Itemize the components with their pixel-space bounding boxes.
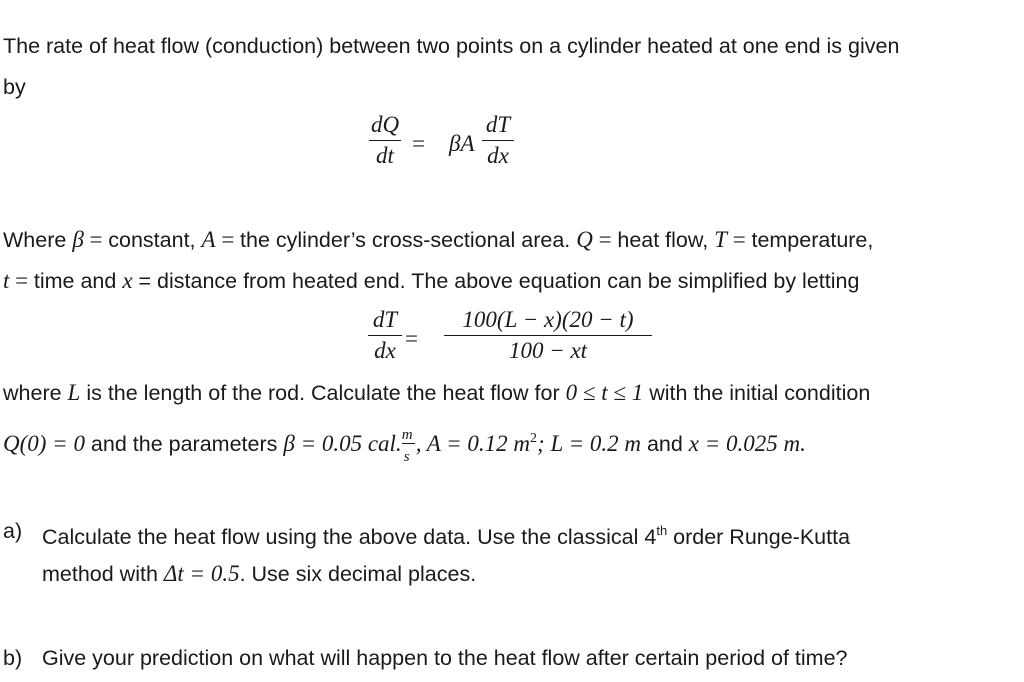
initial-condition-text: with the initial condition <box>643 381 871 405</box>
condition-line-1 <box>3 380 870 406</box>
definitions-line-1 <box>3 227 873 253</box>
where-text: Where <box>3 228 73 252</box>
ordinal-suffix: th <box>656 523 668 538</box>
t-upper-symbol: T <box>714 227 727 252</box>
question-b-text: Give your prediction on what will happen to the heat flow after certain period of time? <box>42 646 848 670</box>
eq2-rhs-bar <box>444 335 652 336</box>
question-a-text: Calculate the heat flow using the above data. Use the classical 4 <box>42 525 657 549</box>
and-text: and <box>640 432 689 456</box>
distance-text: = distance from heated end. The above equation can be simplified by letting <box>132 269 860 293</box>
eq1-lhs-fraction <box>369 112 401 169</box>
area-symbol: A <box>201 227 216 252</box>
area-text: the cylinder’s cross-sectional area. <box>240 228 577 252</box>
method-text: method with <box>42 562 164 586</box>
eq1-lhs-denominator: dt <box>376 143 394 168</box>
area-value: , A = 0.12 m <box>415 431 531 456</box>
eq1-rhs-denominator: dx <box>487 143 509 168</box>
initial-condition: Q(0) = 0 <box>3 431 85 456</box>
eq1-lhs-numerator: dQ <box>370 112 400 137</box>
equals-sign: = <box>215 227 241 252</box>
unit-fraction <box>401 427 416 465</box>
eq2-equals: = <box>405 326 418 351</box>
rod-text: is the length of the rod. Calculate the heat flow for <box>80 381 566 405</box>
heat-text: heat flow, <box>617 228 715 252</box>
x-value: x = 0.025 m. <box>688 431 806 456</box>
q-symbol: Q <box>576 227 593 252</box>
eq1-rhs-numerator: dT <box>485 112 511 137</box>
length-symbol: L <box>67 380 81 405</box>
squared-exponent: 2 <box>530 431 538 446</box>
intro-line-2: by <box>3 75 26 99</box>
eq1-rhs-bar <box>482 140 514 141</box>
unit-numerator: m <box>401 427 413 443</box>
temp-text: temperature, <box>751 228 874 252</box>
equals-sign: = <box>9 268 34 293</box>
eq1-coefficient: βA <box>449 131 475 156</box>
time-range: 0 ≤ t ≤ 1 <box>565 380 644 405</box>
question-a-line-2 <box>42 561 476 587</box>
constant-text: constant, <box>108 228 202 252</box>
beta-value: β = 0.05 cal. <box>283 431 402 456</box>
equals-sign: = <box>726 227 752 252</box>
equals-sign: = <box>83 227 109 252</box>
eq1-rhs-fraction <box>482 112 514 169</box>
eq2-rhs-denominator: 100 − xt <box>508 338 588 363</box>
equals-sign: = <box>592 227 618 252</box>
definitions-line-2 <box>3 268 859 294</box>
eq2-lhs-numerator: dT <box>372 307 398 332</box>
parameters-text: and the parameters <box>84 432 284 456</box>
question-a-label: a) <box>3 519 23 543</box>
length-value: ; L = 0.2 m <box>537 431 641 456</box>
eq2-lhs-denominator: dx <box>374 338 396 363</box>
intro-line-1: The rate of heat flow (conduction) between two points on a cylinder heated at one end is given <box>3 34 900 58</box>
eq2-rhs-fraction <box>444 307 652 364</box>
eq2-lhs-fraction <box>368 307 402 364</box>
x-symbol: x <box>122 268 133 293</box>
decimal-text: . Use six decimal places. <box>239 562 477 586</box>
where-lower-text: where <box>3 381 68 405</box>
step-size: Δt = 0.5 <box>163 561 240 586</box>
time-text: time and <box>33 269 123 293</box>
eq1-lhs-bar <box>369 140 401 141</box>
question-b-label: b) <box>3 646 23 670</box>
condition-line-2 <box>3 426 806 465</box>
question-a-text-end: order Runge-Kutta <box>667 525 851 549</box>
unit-denominator: s <box>403 449 410 465</box>
beta-symbol: β <box>72 227 84 252</box>
t-lower-symbol: t <box>3 268 10 293</box>
question-a-line-1 <box>42 518 850 550</box>
eq1-equals: = <box>412 131 425 156</box>
eq2-rhs-numerator: 100(L − x)(20 − t) <box>462 307 634 332</box>
eq2-lhs-bar <box>368 335 402 336</box>
